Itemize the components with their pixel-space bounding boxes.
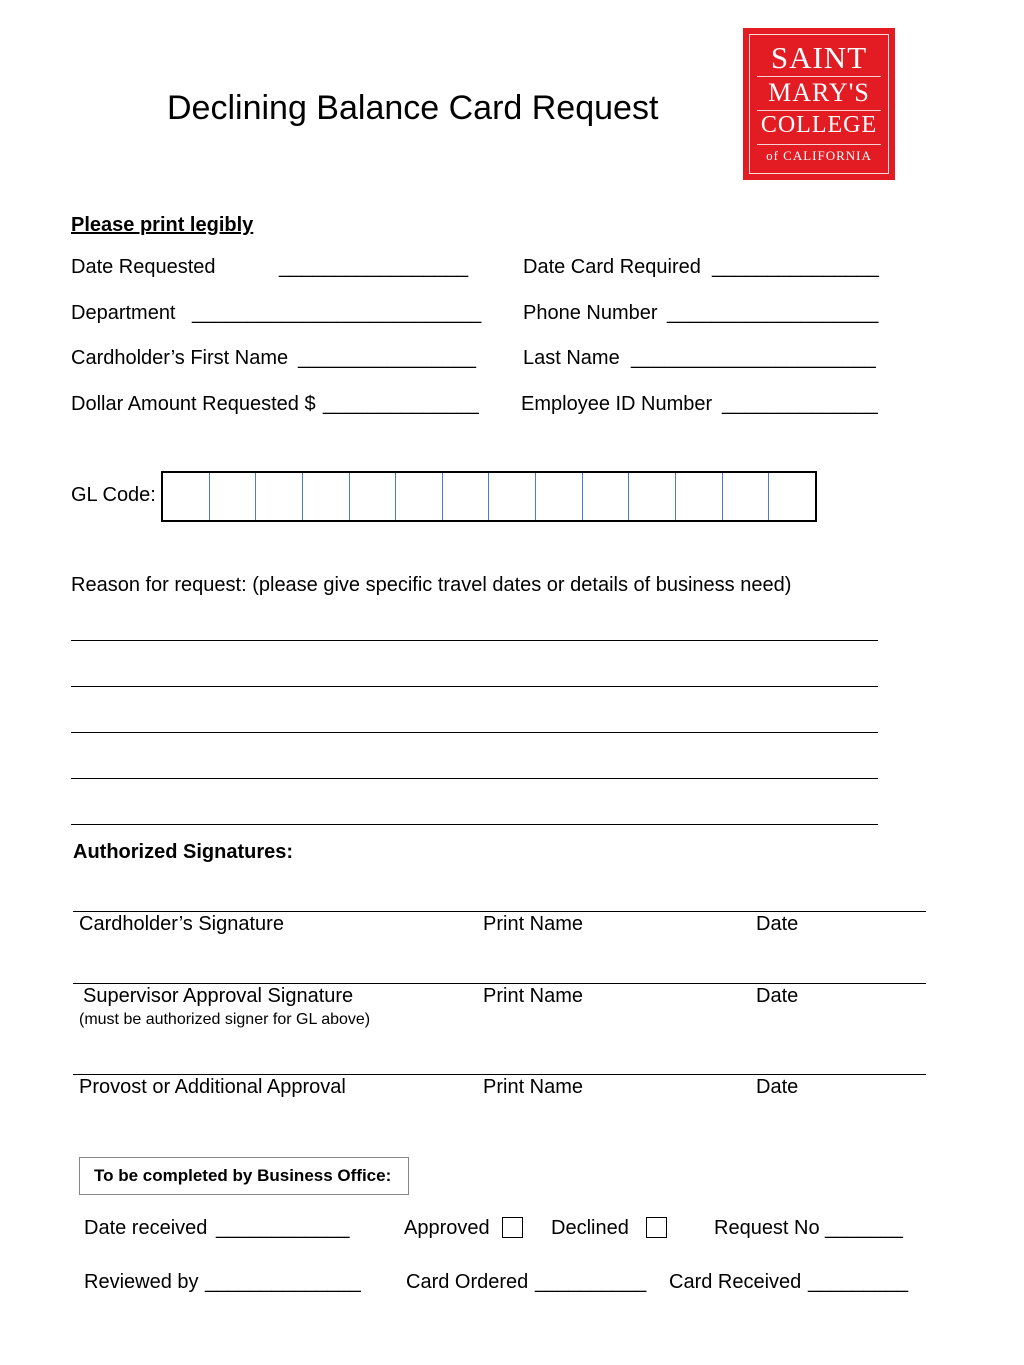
signatures-heading: Authorized Signatures: xyxy=(73,841,294,863)
reason-line[interactable] xyxy=(71,686,878,687)
employee-id-field[interactable]: ______________ xyxy=(722,393,878,415)
card-ordered-field[interactable]: __________ xyxy=(535,1271,647,1293)
last-name-field[interactable]: ______________________ xyxy=(631,347,876,369)
reason-line[interactable] xyxy=(71,640,878,641)
provost-signature-label: Provost or Additional Approval xyxy=(79,1076,346,1098)
supervisor-print-name-label: Print Name xyxy=(483,985,584,1007)
page-title: Declining Balance Card Request xyxy=(167,89,659,127)
reason-line[interactable] xyxy=(71,732,878,733)
cardholder-date-label: Date xyxy=(756,913,799,935)
gl-code-cell[interactable] xyxy=(396,473,443,520)
gl-code-cell[interactable] xyxy=(583,473,630,520)
first-name-field[interactable]: ________________ xyxy=(298,347,476,369)
gl-code-cell[interactable] xyxy=(303,473,350,520)
gl-code-cell[interactable] xyxy=(769,473,815,520)
logo-line-2: MARY'S xyxy=(768,78,870,107)
reason-label: Reason for request: (please give specific travel dates or details of business need) xyxy=(71,574,792,596)
gl-code-cell[interactable] xyxy=(350,473,397,520)
cardholder-signature-label: Cardholder’s Signature xyxy=(79,913,284,935)
cardholder-print-name-label: Print Name xyxy=(483,913,584,935)
supervisor-signature-line[interactable] xyxy=(73,983,926,984)
card-received-label: Card Received xyxy=(669,1271,802,1293)
supervisor-note: (must be authorized signer for GL above) xyxy=(79,1011,371,1028)
department-label: Department xyxy=(71,302,176,324)
dollar-amount-field[interactable]: ______________ xyxy=(323,393,479,415)
reviewed-by-label: Reviewed by xyxy=(84,1271,199,1293)
supervisor-signature-label: Supervisor Approval Signature xyxy=(83,985,354,1007)
gl-code-boxes[interactable] xyxy=(161,471,817,522)
gl-code-cell[interactable] xyxy=(443,473,490,520)
declined-checkbox[interactable] xyxy=(646,1217,667,1238)
date-requested-field[interactable]: _________________ xyxy=(279,256,469,278)
card-received-field[interactable]: _________ xyxy=(808,1271,909,1293)
business-office-heading: To be completed by Business Office: xyxy=(79,1157,409,1195)
last-name-label: Last Name xyxy=(523,347,620,369)
provost-signature-line[interactable] xyxy=(73,1074,926,1075)
department-field[interactable]: __________________________ xyxy=(192,302,482,324)
gl-code-cell[interactable] xyxy=(163,473,210,520)
gl-code-cell[interactable] xyxy=(210,473,257,520)
request-no-field[interactable]: _______ xyxy=(825,1217,903,1239)
cardholder-signature-line[interactable] xyxy=(73,911,926,912)
request-no-label: Request No xyxy=(714,1217,820,1239)
reviewed-by-field[interactable]: ______________ xyxy=(205,1271,361,1293)
print-legibly-note: Please print legibly xyxy=(71,214,254,236)
provost-print-name-label: Print Name xyxy=(483,1076,584,1098)
gl-code-label: GL Code: xyxy=(71,484,156,506)
supervisor-date-label: Date xyxy=(756,985,799,1007)
phone-number-field[interactable]: ___________________ xyxy=(667,302,879,324)
gl-code-cell[interactable] xyxy=(536,473,583,520)
date-received-field[interactable]: ____________ xyxy=(216,1217,350,1239)
phone-number-label: Phone Number xyxy=(523,302,658,324)
declined-label: Declined xyxy=(551,1217,629,1239)
dollar-amount-label: Dollar Amount Requested $ xyxy=(71,393,316,415)
reason-line[interactable] xyxy=(71,778,878,779)
employee-id-label: Employee ID Number xyxy=(521,393,713,415)
college-logo xyxy=(743,28,895,180)
gl-code-cell[interactable] xyxy=(489,473,536,520)
reason-line[interactable] xyxy=(71,824,878,825)
date-requested-label: Date Requested xyxy=(71,256,216,278)
approved-label: Approved xyxy=(404,1217,490,1239)
approved-checkbox[interactable] xyxy=(502,1217,523,1238)
logo-line-1: SAINT xyxy=(770,40,868,75)
provost-date-label: Date xyxy=(756,1076,799,1098)
date-card-required-field[interactable]: _______________ xyxy=(712,256,879,278)
gl-code-cell[interactable] xyxy=(723,473,770,520)
gl-code-cell[interactable] xyxy=(629,473,676,520)
date-card-required-label: Date Card Required xyxy=(523,256,701,278)
date-received-label: Date received xyxy=(84,1217,208,1239)
first-name-label: Cardholder’s First Name xyxy=(71,347,289,369)
gl-code-cell[interactable] xyxy=(676,473,723,520)
logo-line-3: COLLEGE xyxy=(760,112,878,138)
gl-code-cell[interactable] xyxy=(256,473,303,520)
card-ordered-label: Card Ordered xyxy=(406,1271,529,1293)
logo-line-4: of CALIFORNIA xyxy=(766,148,872,163)
